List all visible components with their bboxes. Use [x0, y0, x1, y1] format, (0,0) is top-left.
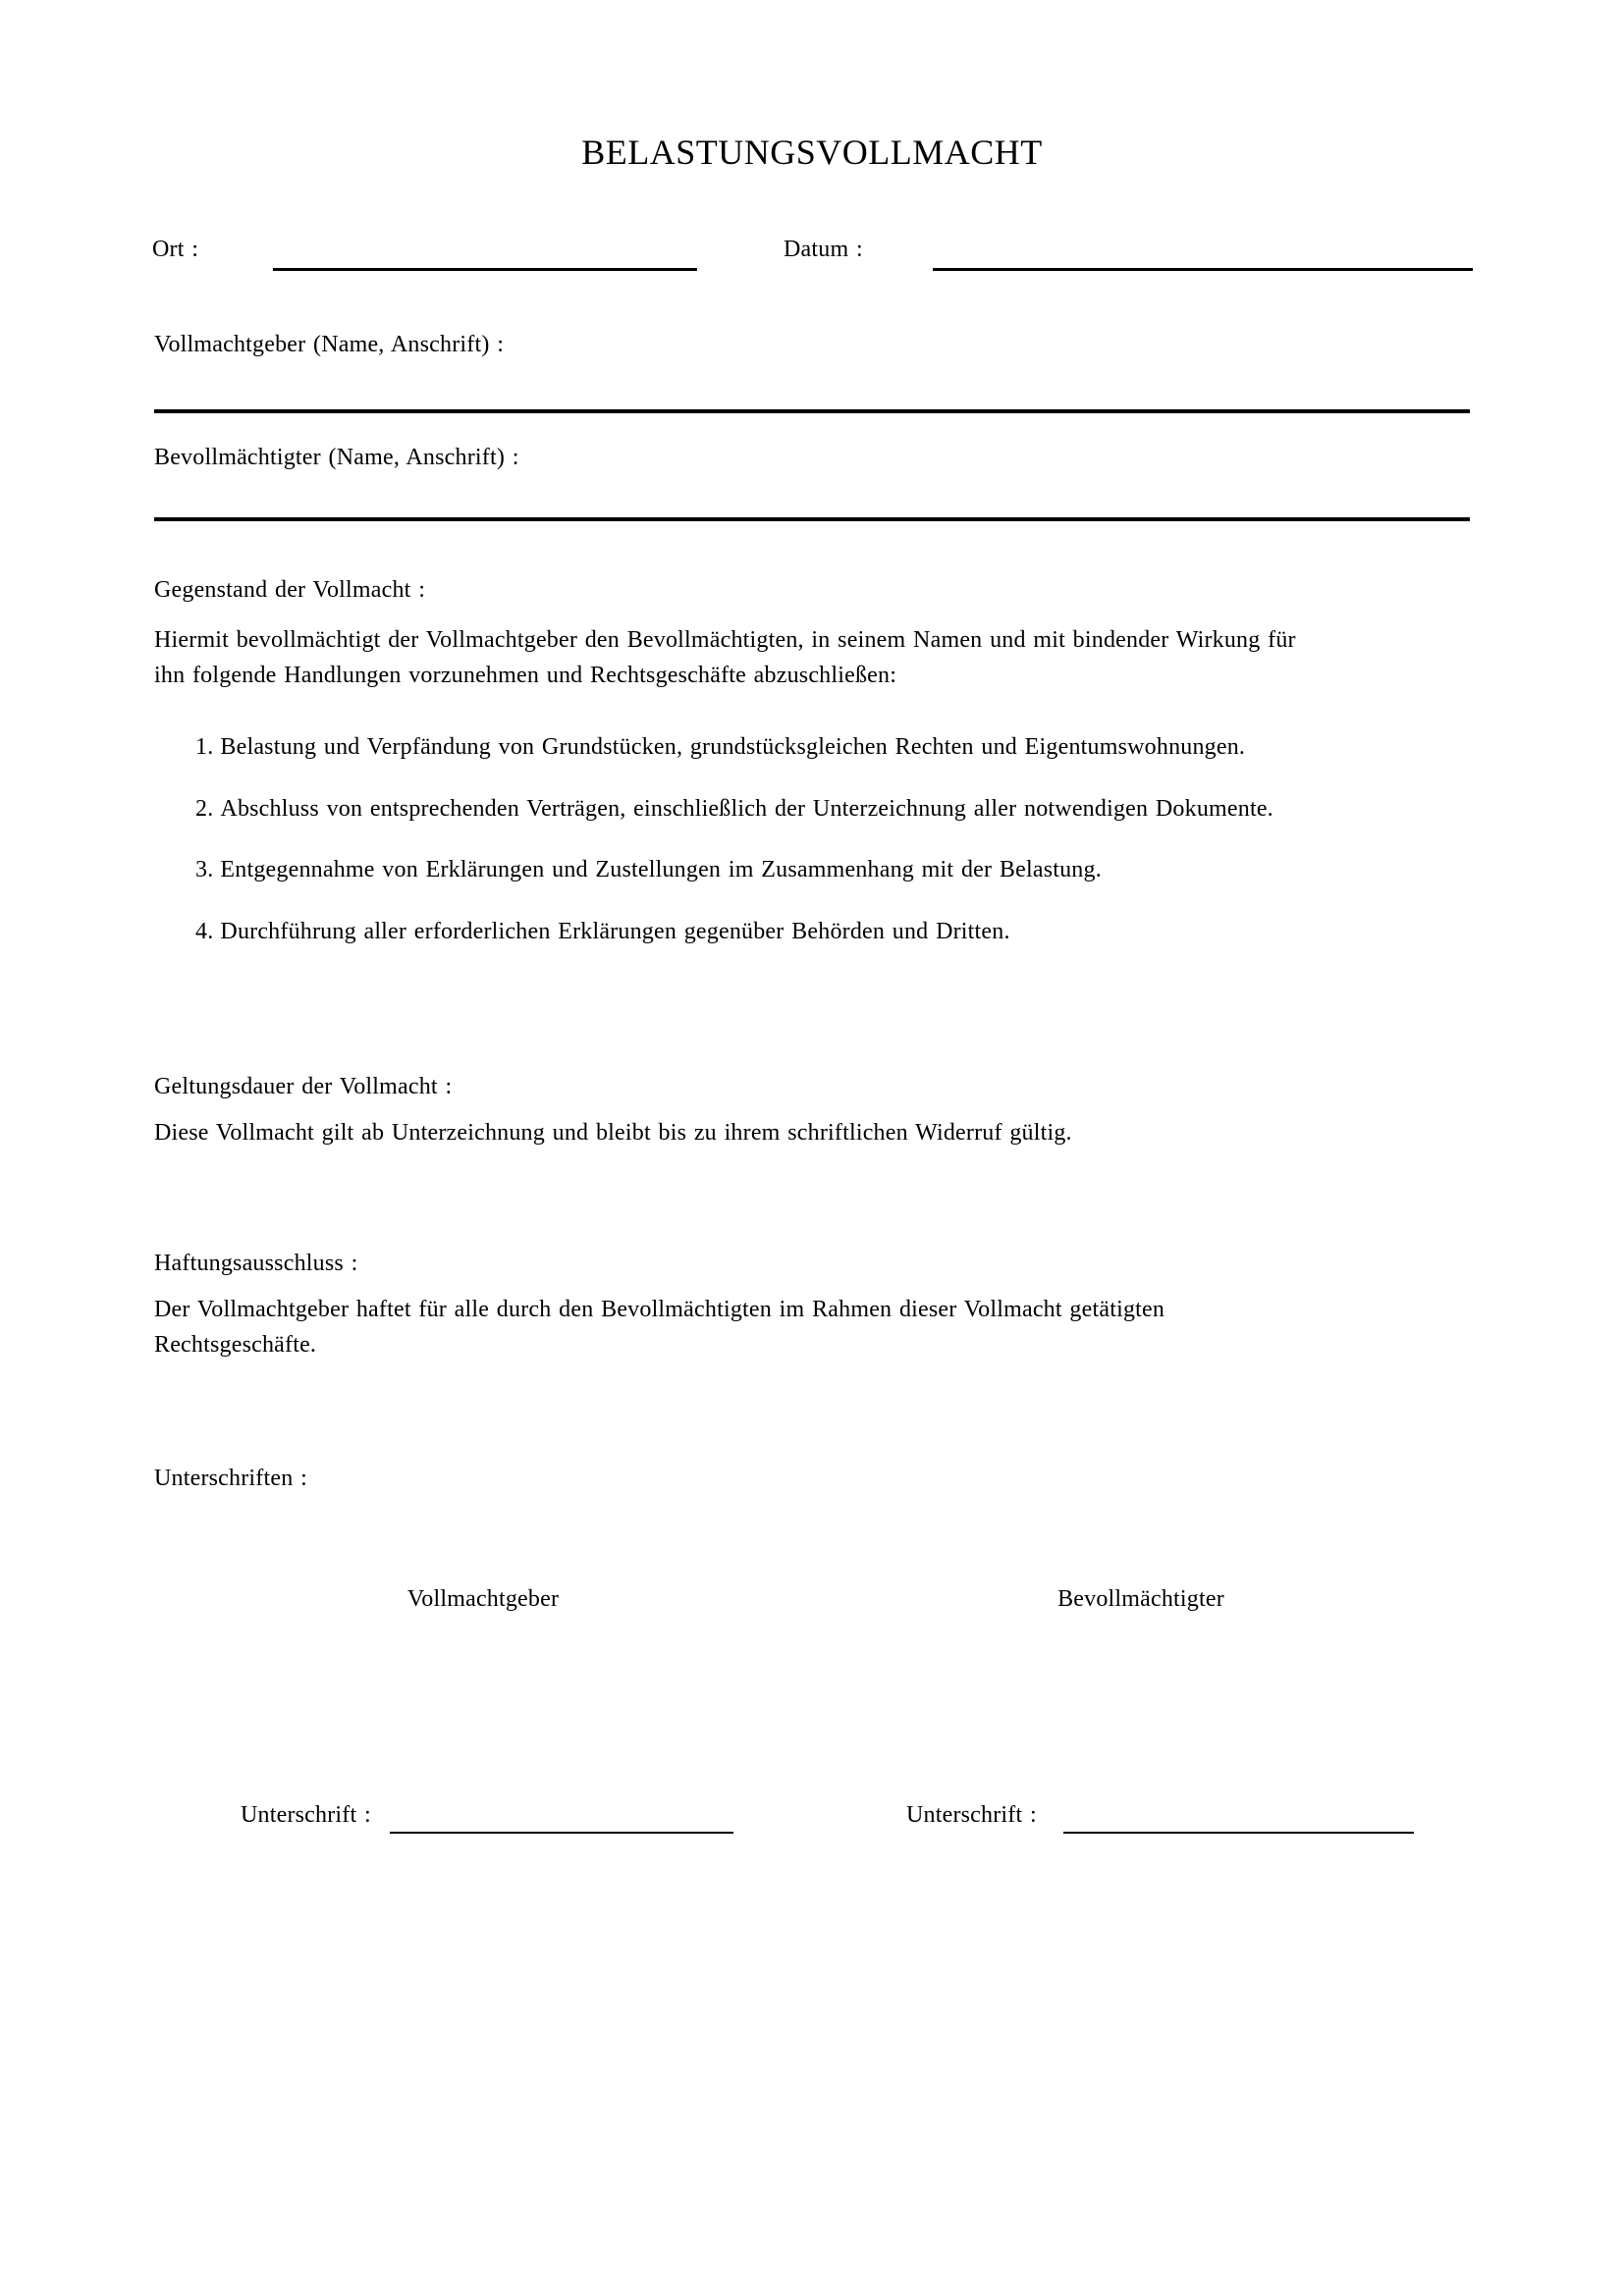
signature-line-attorney[interactable] [1063, 1832, 1414, 1834]
grantor-label: Vollmachtgeber (Name, Anschrift) : [154, 332, 505, 357]
validity-text: Diese Vollmacht gilt ab Unterzeichnung und bleibt bis zu ihrem schriftlichen Widerruf gültig. [154, 1120, 1072, 1146]
list-item-text: Belastung und Verpfändung von Grundstücken, grundstücksgleichen Rechten und Eigentumswohnungen. [220, 734, 1246, 760]
list-item-text: Durchführung aller erforderlichen Erklärungen gegenüber Behörden und Dritten. [220, 919, 1010, 944]
signatures-heading: Unterschriften : [154, 1466, 307, 1491]
signature-label-attorney: Unterschrift : [906, 1802, 1037, 1828]
attorney-label: Bevollmächtigter (Name, Anschrift) : [154, 445, 519, 470]
page-title: BELASTUNGSVOLLMACHT [581, 133, 1043, 172]
grantor-fill-line[interactable] [154, 409, 1470, 413]
ort-label: Ort : [152, 237, 199, 262]
subject-intro-line1: Hiermit bevollmächtigt der Vollmachtgeber den Bevollmächtigten, in seinem Namen und mit bindender Wirkung für [154, 627, 1296, 653]
subject-intro-line2: ihn folgende Handlungen vorzunehmen und Rechtsgeschäfte abzuschließen: [154, 663, 897, 688]
list-item [195, 735, 1245, 759]
signature-role-grantor: Vollmachtgeber [406, 1586, 560, 1612]
list-item [195, 797, 1273, 821]
attorney-fill-line[interactable] [154, 517, 1470, 521]
datum-fill-line[interactable] [933, 268, 1473, 271]
list-item-number: 1. [195, 734, 214, 760]
ort-fill-line[interactable] [273, 268, 697, 271]
list-item [195, 858, 1102, 881]
list-item-number: 3. [195, 857, 214, 882]
signature-role-attorney: Bevollmächtigter [1057, 1586, 1224, 1612]
validity-heading: Geltungsdauer der Vollmacht : [154, 1074, 453, 1099]
list-item-text: Entgegennahme von Erklärungen und Zustellungen im Zusammenhang mit der Belastung. [220, 857, 1102, 882]
list-item-number: 4. [195, 919, 214, 944]
list-item-number: 2. [195, 796, 214, 822]
signature-line-grantor[interactable] [390, 1832, 733, 1834]
subject-heading: Gegenstand der Vollmacht : [154, 577, 426, 603]
signature-label-grantor: Unterschrift : [241, 1802, 371, 1828]
liability-line2: Rechtsgeschäfte. [154, 1332, 317, 1358]
list-item-text: Abschluss von entsprechenden Verträgen, einschließlich der Unterzeichnung aller notwendigen Dokumente. [220, 796, 1273, 822]
datum-label: Datum : [784, 237, 863, 262]
list-item [195, 920, 1010, 943]
liability-heading: Haftungsausschluss : [154, 1251, 358, 1276]
liability-line1: Der Vollmachtgeber haftet für alle durch den Bevollmächtigten im Rahmen dieser Vollmacht getätigten [154, 1297, 1165, 1322]
